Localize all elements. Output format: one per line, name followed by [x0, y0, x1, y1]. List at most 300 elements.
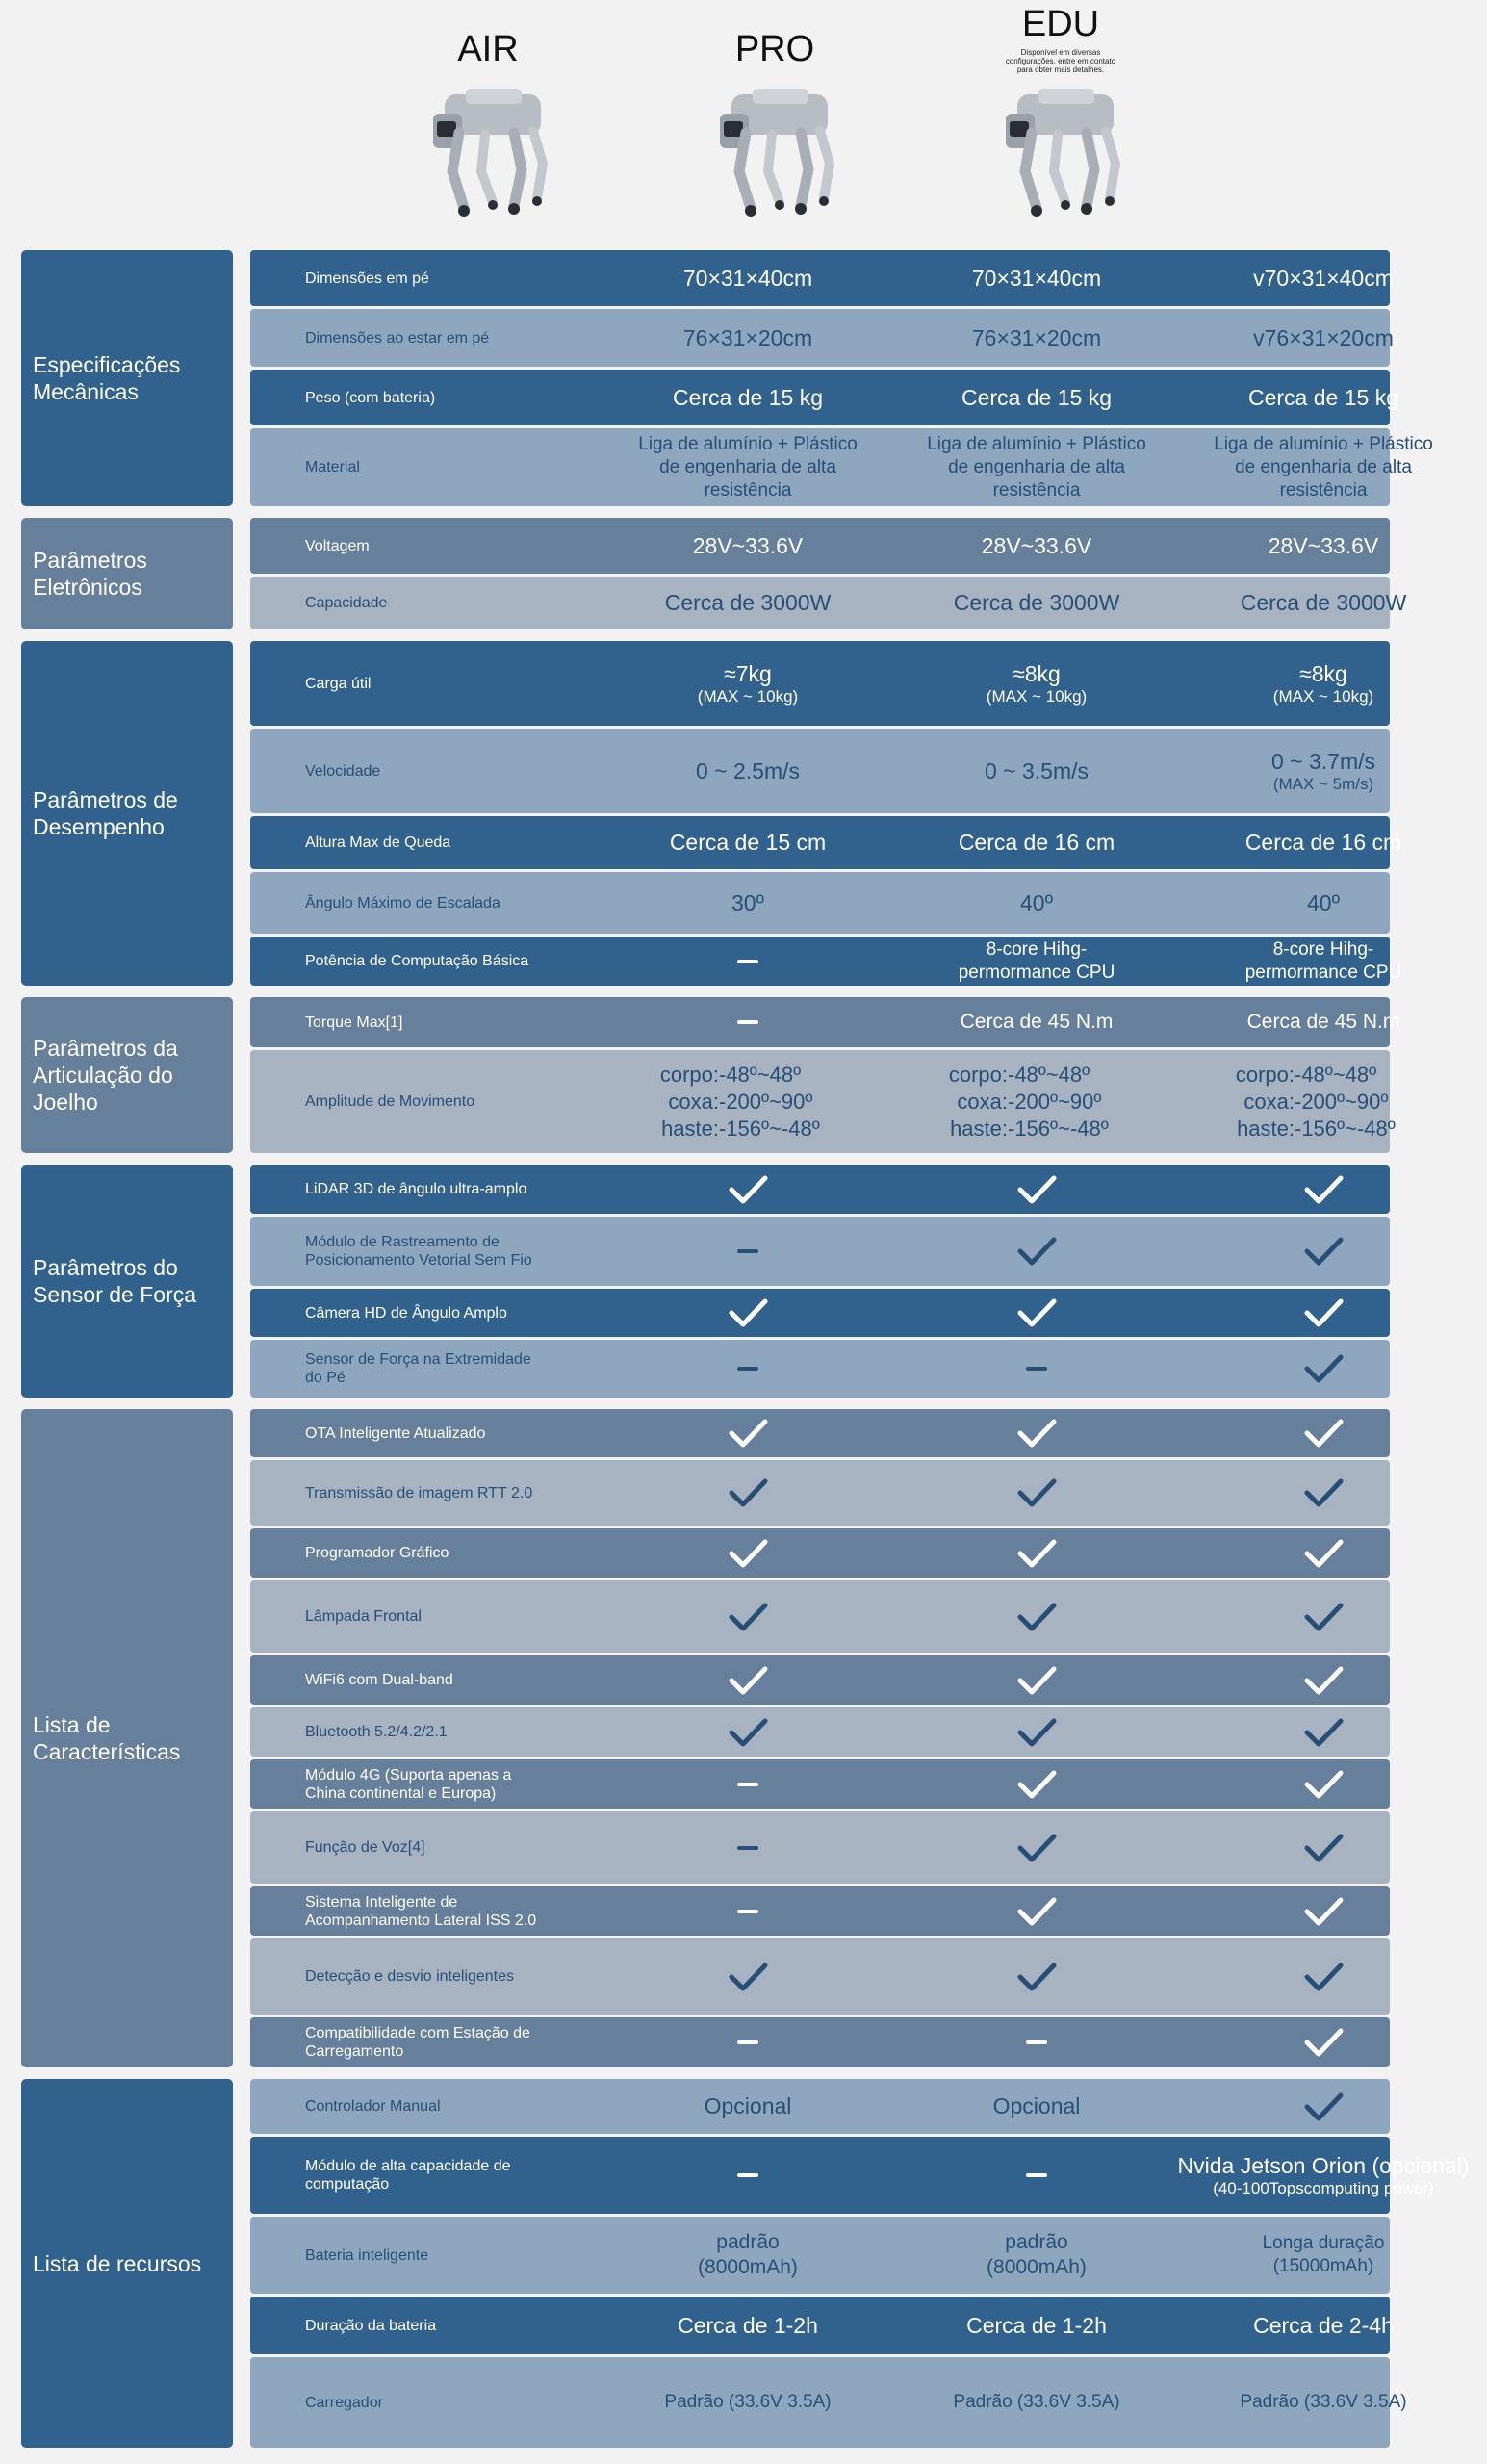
group-label-text: Parâmetros de Desempenho [33, 787, 178, 839]
row-label: Câmera HD de Ângulo Amplo [305, 1304, 507, 1322]
value-sub: (MAX ~ 5m/s) [1272, 774, 1374, 793]
joint-value: -156º~-48º [1295, 1116, 1396, 1141]
row-label: WiFi6 com Dual-band [305, 1672, 453, 1688]
value-cell-air [613, 1165, 883, 1214]
table-row [250, 641, 1390, 726]
value-cell-pro [940, 937, 1133, 986]
row-label: Bluetooth 5.2/4.2/2.1 [305, 1724, 448, 1740]
value-text: Padrão (33.6V 3.5A) [664, 2392, 832, 2412]
table-row [250, 250, 1394, 306]
value-cell-air [613, 1656, 883, 1705]
joint-name: haste: [1237, 1116, 1295, 1141]
check-icon [1015, 1961, 1058, 1993]
value-sub: (MAX ~ 10kg) [1272, 686, 1374, 706]
row-label: Bateria inteligente [305, 2246, 429, 2264]
value-cell-air [613, 2017, 883, 2067]
group-label-desempenho [21, 641, 233, 986]
table-row [250, 518, 1390, 574]
table-row [250, 370, 1398, 425]
check-icon [727, 1664, 769, 1697]
value-text: 8-core Hihg-permormance CPU [958, 938, 1115, 983]
value-cell-edu [1189, 577, 1458, 629]
value-cell-pro [902, 309, 1171, 367]
check-icon [727, 1537, 769, 1570]
value-cell-edu [1189, 1217, 1458, 1286]
row-label: Torque Max[1] [305, 1014, 403, 1031]
group-label-text: Lista de Características [33, 1712, 181, 1764]
row-label: Compatibilidade com Estação de Carregamento [305, 2025, 530, 2060]
value-text: Opcional [704, 2093, 792, 2118]
value-text: 70×31×40cm [682, 265, 813, 291]
table-row [250, 729, 1390, 813]
value-text: 70×31×40cm [971, 265, 1102, 291]
group-rows-recursos [250, 2079, 1470, 2448]
value-cell-pro [902, 1289, 1171, 1337]
row-label: Duração da bateria [305, 2317, 437, 2334]
value-cell-edu [1227, 2357, 1420, 2448]
value-text: Cerca de 15 kg [961, 384, 1112, 410]
value-cell-air [613, 1759, 883, 1809]
model-edu [936, 0, 1186, 245]
row-label: Carregador [305, 2394, 383, 2411]
value-cell-pro [902, 729, 1171, 813]
group-label-text: Parâmetros do Sensor de Força [33, 1255, 197, 1307]
value-main: 0 ~ 3.7m/s [1270, 748, 1376, 774]
table-row [250, 2297, 1394, 2354]
group-rows-desempenho [250, 641, 1402, 986]
group-rows-eletronicos [250, 518, 1407, 629]
dash-icon [737, 1020, 758, 1024]
table-row [250, 1759, 1390, 1809]
model-note: Disponível em diversas configurações, entre em contato para obter mais detalhes. [1005, 48, 1116, 74]
value-text: Cerca de 3000W [1240, 590, 1407, 615]
dash-icon [1026, 2173, 1047, 2177]
table-row [250, 1050, 1396, 1153]
value-cell-pro [902, 2017, 1171, 2067]
row-label: Função de Voz[4] [305, 1839, 425, 1856]
dash-icon [737, 2173, 758, 2177]
table-row [250, 872, 1390, 934]
table-row [250, 2079, 1390, 2134]
value-cell-air [613, 872, 883, 934]
row-label: LiDAR 3D de ângulo ultra-amplo [305, 1181, 527, 1197]
joint-value: -200º~90º [1008, 1089, 1102, 1114]
value-cell-edu [1189, 729, 1458, 813]
check-icon [1302, 1832, 1345, 1864]
value-text: Cerca de 15 cm [669, 830, 827, 855]
value-cell-pro [902, 2079, 1171, 2134]
value-cell-edu [1189, 816, 1458, 869]
value-cell-air [613, 1580, 883, 1653]
table-row [250, 428, 1433, 506]
check-icon [1302, 1768, 1345, 1801]
value-cell-edu [1189, 2297, 1458, 2354]
value-main: ≈7kg [724, 660, 772, 686]
check-icon [1015, 1476, 1058, 1509]
value-cell-edu [1189, 1165, 1458, 1214]
model-name: PRO [734, 29, 815, 69]
value-text: Padrão (33.6V 3.5A) [953, 2392, 1120, 2412]
joint-range [652, 1062, 844, 1089]
value-cell-edu [1189, 1050, 1458, 1153]
check-icon [727, 1296, 769, 1329]
value-cell-air [628, 428, 868, 506]
value-cell-edu [1189, 641, 1458, 726]
value-text: 8-core Hihg-permormance CPU [1244, 938, 1402, 983]
value-sub: (MAX ~ 10kg) [697, 686, 799, 706]
table-row [250, 1409, 1390, 1457]
row-label: Sensor de Força na Extremidade do Pé [305, 1351, 531, 1386]
row-label: Altura Max de Queda [305, 834, 451, 851]
table-row [250, 816, 1402, 869]
value-cell-edu [1189, 518, 1458, 574]
joint-name: haste: [661, 1116, 719, 1141]
value-cell-pro [902, 1165, 1171, 1214]
value-cell-pro [902, 1409, 1171, 1457]
check-icon [1302, 1296, 1345, 1329]
value-cell-pro [902, 370, 1171, 425]
dash-icon [737, 1910, 758, 1913]
check-icon [727, 1173, 769, 1206]
group-label-recursos [21, 2079, 233, 2448]
check-icon [1302, 1235, 1345, 1268]
value-text: 0 ~ 2.5m/s [695, 757, 801, 783]
value-cell-pro [902, 1938, 1171, 2015]
dash-icon [737, 1367, 758, 1371]
value-cell-pro [916, 428, 1157, 506]
row-label: Módulo de Rastreamento de Posicionamento Vetorial Sem Fio [305, 1234, 532, 1269]
joint-name: coxa: [1243, 1089, 1295, 1114]
joint-range [940, 1116, 1133, 1142]
value-text: 40º [1020, 889, 1053, 915]
table-row [250, 2017, 1390, 2067]
table-row [250, 577, 1407, 629]
value-cell-pro [902, 1340, 1171, 1398]
value-text: Cerca de 15 kg [673, 384, 823, 410]
value-text: Liga de alumínio + Plástico de engenharia de alta resistência [1214, 433, 1433, 500]
table-row [250, 937, 1402, 986]
value-cell-air [613, 1707, 883, 1757]
value-text: Cerca de 45 N.m [960, 1011, 1114, 1033]
value-text: 30º [731, 889, 764, 915]
joint-range [940, 1062, 1133, 1089]
model-name: AIR [457, 29, 519, 69]
joint-name: coxa: [957, 1089, 1008, 1114]
row-label: Transmissão de imagem RTT 2.0 [305, 1484, 533, 1502]
row-label: Módulo 4G (Suporta apenas a China continental e Europa) [305, 1766, 512, 1802]
row-label: Programador Gráfico [305, 1545, 449, 1561]
check-icon [1015, 1832, 1058, 1864]
model-air [363, 0, 613, 245]
value-cell-pro [902, 816, 1171, 869]
value-cell-pro [902, 1528, 1171, 1578]
value-cell-air [613, 518, 883, 574]
value-cell-edu [1189, 250, 1458, 306]
check-icon [1302, 2091, 1345, 2123]
value-cell-pro [902, 2297, 1171, 2354]
value-cell-edu [1160, 2137, 1487, 2214]
check-icon [727, 1716, 769, 1749]
robot-dog-image [998, 75, 1123, 239]
value-cell-air [613, 370, 883, 425]
joint-name: corpo: [1235, 1062, 1295, 1087]
joint-range [652, 1089, 844, 1116]
joint-range [1227, 1116, 1420, 1142]
joint-name: coxa: [668, 1089, 719, 1114]
joint-value: -48º~48º [1295, 1062, 1377, 1087]
value-cell-air [613, 309, 883, 367]
value-main: ≈8kg [1013, 660, 1061, 686]
value-text: 76×31×20cm [971, 324, 1102, 350]
value-cell-air [613, 1289, 883, 1337]
check-icon [1302, 1417, 1345, 1450]
value-cell-pro [902, 1656, 1171, 1705]
value-text: 76×31×20cm [682, 324, 813, 350]
value-cell-pro [902, 641, 1171, 726]
value-text: Opcional [992, 2093, 1081, 2118]
value-cell-pro [955, 997, 1118, 1047]
value-text: 28V~33.6V [1268, 532, 1379, 558]
value-cell-edu [1189, 1528, 1458, 1578]
check-icon [1015, 1895, 1058, 1928]
value-cell-edu [1227, 2217, 1420, 2294]
value-text: Padrão (33.6V 3.5A) [1240, 2392, 1407, 2412]
row-label: Peso (com bateria) [305, 389, 436, 406]
joint-range [1227, 1062, 1420, 1089]
row-label: Velocidade [305, 762, 381, 780]
value-cell-pro [902, 1759, 1171, 1809]
row-label: Capacidade [305, 595, 388, 611]
value-cell-edu [1242, 997, 1405, 1047]
table-row [250, 1811, 1390, 1884]
value-text: Liga de alumínio + Plástico de engenharia de alta resistência [638, 433, 858, 500]
check-icon [1015, 1296, 1058, 1329]
joint-name: haste: [950, 1116, 1008, 1141]
row-label: Voltagem [305, 537, 370, 554]
joint-value: -48º~48º [719, 1062, 802, 1087]
value-text: padrão (8000mAh) [698, 2231, 798, 2278]
table-row [250, 997, 1400, 1047]
row-label: Sistema Inteligente de Acompanhamento Lateral ISS 2.0 [305, 1893, 537, 1929]
robot-dog-image [425, 75, 551, 239]
value-cell-edu [1189, 1656, 1458, 1705]
group-label-mecanicas [21, 250, 233, 506]
value-cell-pro [902, 1707, 1171, 1757]
check-icon [1302, 1601, 1345, 1633]
value-cell-air [666, 2217, 830, 2294]
row-label: Controlador Manual [305, 2098, 441, 2115]
model-name: EDU [1021, 4, 1100, 44]
value-cell-air [613, 1528, 883, 1578]
check-icon [1302, 1352, 1345, 1385]
check-icon [1015, 1537, 1058, 1570]
value-cell-pro [902, 250, 1171, 306]
group-rows-caracteristicas [250, 1409, 1390, 2067]
table-row [250, 1165, 1390, 1214]
table-row [250, 309, 1394, 367]
table-row [250, 2357, 1407, 2448]
check-icon [1302, 1961, 1345, 1993]
value-text: 28V~33.6V [981, 532, 1092, 558]
value-cell-air [613, 1886, 883, 1936]
value-cell-air [652, 2357, 844, 2448]
value-cell-edu [1189, 1707, 1458, 1757]
value-cell-pro [902, 1460, 1171, 1526]
dash-icon [737, 1783, 758, 1786]
value-cell-air [613, 816, 883, 869]
value-cell-air [613, 1050, 883, 1153]
check-icon [1015, 1173, 1058, 1206]
value-cell-air [613, 2297, 883, 2354]
check-icon [1015, 1235, 1058, 1268]
table-row [250, 2217, 1390, 2294]
row-label: Material [305, 459, 360, 475]
check-icon [1302, 1716, 1345, 1749]
value-sub: (40-100Topscomputing power) [1213, 2178, 1434, 2197]
row-label: Dimensões em pé [305, 270, 429, 287]
value-cell-pro [902, 1050, 1171, 1153]
value-cell-edu [1189, 872, 1458, 934]
table-row [250, 1289, 1390, 1337]
value-cell-pro [902, 518, 1171, 574]
value-cell-pro [902, 872, 1171, 934]
value-cell-edu [1189, 1460, 1458, 1526]
value-cell-edu [1203, 428, 1444, 506]
value-text: 40º [1307, 889, 1340, 915]
value-text: Cerca de 16 cm [958, 830, 1115, 855]
check-icon [727, 1476, 769, 1509]
check-icon [727, 1417, 769, 1450]
robot-dog-image [712, 75, 837, 239]
value-cell-edu [1189, 370, 1458, 425]
value-cell-air [613, 577, 883, 629]
model-pro [650, 0, 900, 245]
joint-range [652, 1116, 844, 1142]
value-cell-pro [902, 1217, 1171, 1286]
value-cell-air [613, 2079, 883, 2134]
table-row [250, 1656, 1390, 1705]
dash-icon [1026, 1367, 1047, 1371]
value-cell-edu [1189, 1289, 1458, 1337]
group-rows-mecanicas [250, 250, 1433, 506]
value-cell-edu [1189, 2079, 1458, 2134]
value-cell-air [613, 2137, 883, 2214]
group-label-text: Parâmetros da Articulação do Joelho [33, 1036, 178, 1115]
value-text: Cerca de 1-2h [678, 2312, 818, 2338]
value-text: Cerca de 3000W [953, 590, 1120, 615]
table-row [250, 1528, 1390, 1578]
dash-icon [737, 960, 758, 963]
group-rows-articulacao [250, 997, 1400, 1153]
check-icon [727, 1601, 769, 1633]
value-text: 28V~33.6V [692, 532, 804, 558]
value-cell-pro [940, 2357, 1133, 2448]
value-cell-air [613, 641, 883, 726]
check-icon [1015, 1417, 1058, 1450]
value-cell-air [613, 250, 883, 306]
group-label-text: Parâmetros Eletrônicos [33, 548, 147, 600]
row-label: Potência de Computação Básica [305, 953, 529, 969]
value-cell-pro [902, 1886, 1171, 1936]
value-text: Cerca de 16 cm [1244, 830, 1402, 855]
value-text: Longa duração (15000mAh) [1262, 2233, 1385, 2276]
value-text: padrão (8000mAh) [987, 2231, 1087, 2278]
value-cell-edu [1189, 1886, 1458, 1936]
value-cell-air [613, 997, 883, 1047]
value-text: v76×31×20cm [1253, 324, 1394, 350]
value-cell-pro [902, 2137, 1171, 2214]
check-icon [1302, 2026, 1345, 2059]
check-icon [1015, 1768, 1058, 1801]
check-icon [1015, 1716, 1058, 1749]
value-cell-air [613, 729, 883, 813]
value-sub: (MAX ~ 10kg) [986, 686, 1088, 706]
check-icon [1015, 1601, 1058, 1633]
table-row [250, 2137, 1470, 2214]
dash-icon [737, 1846, 758, 1850]
value-text: Cerca de 15 kg [1248, 384, 1398, 410]
joint-value: -200º~90º [1295, 1089, 1389, 1114]
check-icon [1302, 1664, 1345, 1697]
joint-range [1227, 1089, 1420, 1116]
row-label: Lâmpada Frontal [305, 1608, 422, 1625]
group-label-text: Especificações Mecânicas [33, 352, 181, 404]
value-text: Cerca de 1-2h [966, 2312, 1107, 2338]
row-label: Amplitude de Movimento [305, 1093, 475, 1110]
group-rows-sensor [250, 1165, 1390, 1398]
table-row [250, 1460, 1390, 1526]
group-label-sensor [21, 1165, 233, 1398]
value-main: ≈8kg [1299, 660, 1347, 686]
value-text: Cerca de 2-4h [1253, 2312, 1394, 2338]
dash-icon [1026, 2040, 1047, 2044]
value-cell-air [613, 1460, 883, 1526]
dash-icon [737, 2040, 758, 2044]
row-label: Ângulo Máximo de Escalada [305, 894, 500, 911]
check-icon [1302, 1173, 1345, 1206]
table-row [250, 1580, 1390, 1653]
model-header [0, 0, 1404, 245]
dash-icon [737, 1249, 758, 1253]
table-row [250, 1340, 1390, 1398]
value-cell-pro [902, 1580, 1171, 1653]
check-icon [1015, 1664, 1058, 1697]
joint-name: corpo: [948, 1062, 1008, 1087]
value-cell-edu [1189, 1811, 1458, 1884]
check-icon [1302, 1537, 1345, 1570]
value-text: Cerca de 3000W [664, 590, 832, 615]
joint-value: -48º~48º [1008, 1062, 1090, 1087]
joint-range [940, 1089, 1133, 1116]
value-cell-edu [1189, 309, 1458, 367]
value-cell-edu [1189, 1409, 1458, 1457]
value-cell-edu [1189, 2017, 1458, 2067]
value-text: Liga de alumínio + Plástico de engenharia de alta resistência [927, 433, 1146, 500]
value-cell-air [613, 1340, 883, 1398]
check-icon [1302, 1476, 1345, 1509]
joint-value: -200º~90º [719, 1089, 813, 1114]
value-cell-air [613, 1938, 883, 2015]
value-cell-air [613, 1217, 883, 1286]
row-label: Detecção e desvio inteligentes [305, 1968, 515, 1985]
group-label-articulacao [21, 997, 233, 1153]
group-label-text: Lista de recursos [33, 2250, 202, 2276]
value-cell-edu [1189, 1340, 1458, 1398]
table-row [250, 1707, 1390, 1757]
value-cell-edu [1189, 1759, 1458, 1809]
table-row [250, 1886, 1390, 1936]
check-icon [727, 1961, 769, 1993]
